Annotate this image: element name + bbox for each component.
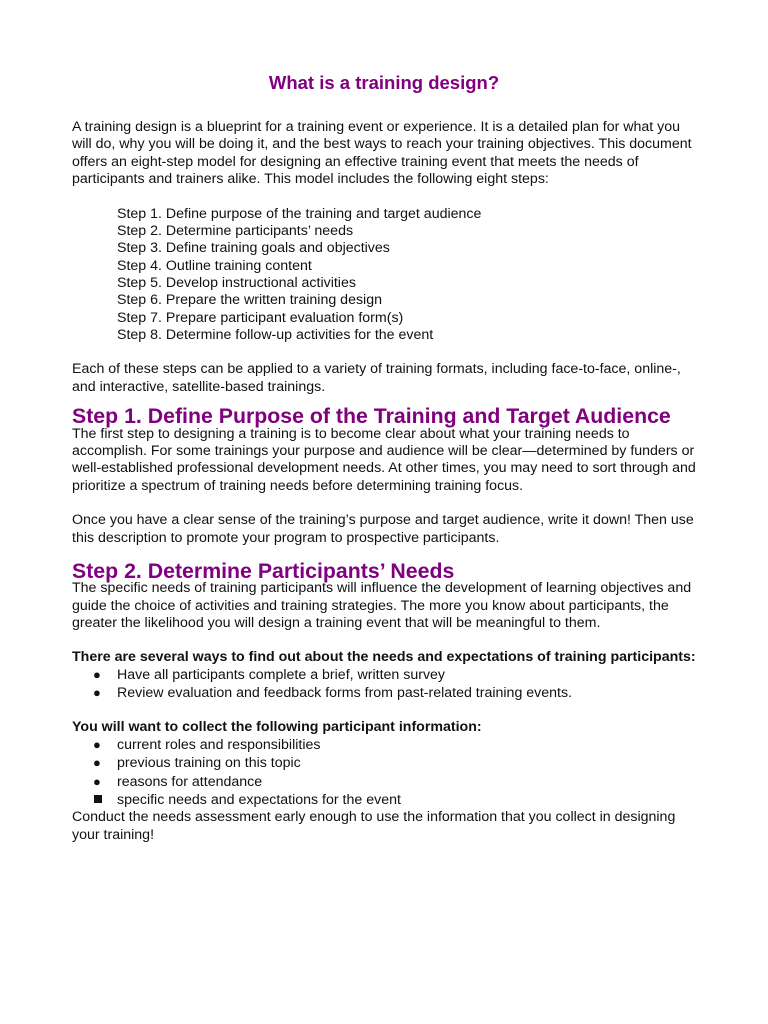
step1-paragraph: The first step to designing a training is to become clear about what your training needs to accomplish. For some trainings your purpose and audience will be clear—determined by funders or well-established professional development needs. At other times, you may need to sort through and prioritize a spectrum of training needs before determining training focus.	[72, 425, 696, 494]
list-item	[72, 666, 696, 684]
list-item	[72, 791, 696, 809]
bullet-icon: ●	[93, 737, 101, 753]
list-item-text: previous training on this topic	[117, 755, 301, 772]
step2-heading: Step 2. Determine Participants’ Needs	[72, 559, 455, 584]
bullet-icon: ●	[93, 755, 101, 771]
list-item: Step 7. Prepare participant evaluation form(s)	[117, 309, 404, 326]
step2-paragraph: The specific needs of training participants will influence the development of learning objectives and guide the choice of activities and training strategies. The more you know about participants, the greater the likelihood you will design a training event that will be meaningful to them.	[72, 580, 692, 632]
bullet-icon: ●	[93, 773, 101, 789]
list-item: Step 3. Define training goals and objectives	[117, 240, 390, 257]
list-item: Step 5. Develop instructional activities	[117, 275, 356, 291]
collect-heading: You will want to collect the following participant information:	[72, 718, 482, 735]
formats-paragraph: Each of these steps can be applied to a variety of training formats, including face-to-face, online-, and interactive, satellite-based trainings.	[72, 361, 681, 395]
list-item	[72, 684, 696, 702]
page-title: What is a training design?	[268, 72, 500, 93]
list-item: Step 6. Prepare the written training design	[117, 292, 382, 309]
list-item: Step 2. Determine participants’ needs	[117, 222, 354, 239]
list-item: Step 1. Define purpose of the training and target audience	[117, 205, 482, 222]
intro-paragraph: A training design is a blueprint for a training event or experience. It is a detailed plan for what you will do, why you will be doing it, and the best ways to reach your training objectives. This document offers an eight-step model for designing an effective training event that meets the needs of participants and trainers alike. This model includes the following eight steps:	[72, 119, 692, 188]
list-item-text: specific needs and expectations for the event	[117, 791, 401, 808]
step1-heading: Step 1. Define Purpose of the Training and Target Audience	[72, 404, 671, 429]
square-bullet-icon	[94, 795, 102, 803]
list-item: Step 8. Determine follow-up activities for the event	[117, 327, 434, 344]
list-item-text: current roles and responsibilities	[117, 737, 321, 754]
list-item	[72, 754, 696, 772]
steps-list	[72, 206, 696, 345]
list-item-text: reasons for attendance	[117, 773, 263, 790]
bullet-icon: ●	[93, 685, 101, 701]
ways-list	[72, 666, 696, 703]
list-item: Step 4. Outline training content	[117, 257, 312, 274]
list-item	[72, 736, 696, 754]
step1-paragraph-2: Once you have a clear sense of the training’s purpose and target audience, write it down! Then use this description to promote your program to prospective participants.	[72, 512, 694, 546]
list-item-text: Review evaluation and feedback forms from past-related training events.	[117, 685, 573, 702]
list-item-text: Have all participants complete a brief, written survey	[117, 667, 446, 684]
ways-heading: There are several ways to find out about the needs and expectations of training participants:	[72, 648, 696, 665]
bullet-icon: ●	[93, 667, 101, 683]
closing-paragraph: Conduct the needs assessment early enough to use the information that you collect in designing your training!	[72, 809, 676, 843]
collect-list	[72, 736, 696, 809]
list-item	[72, 773, 696, 791]
